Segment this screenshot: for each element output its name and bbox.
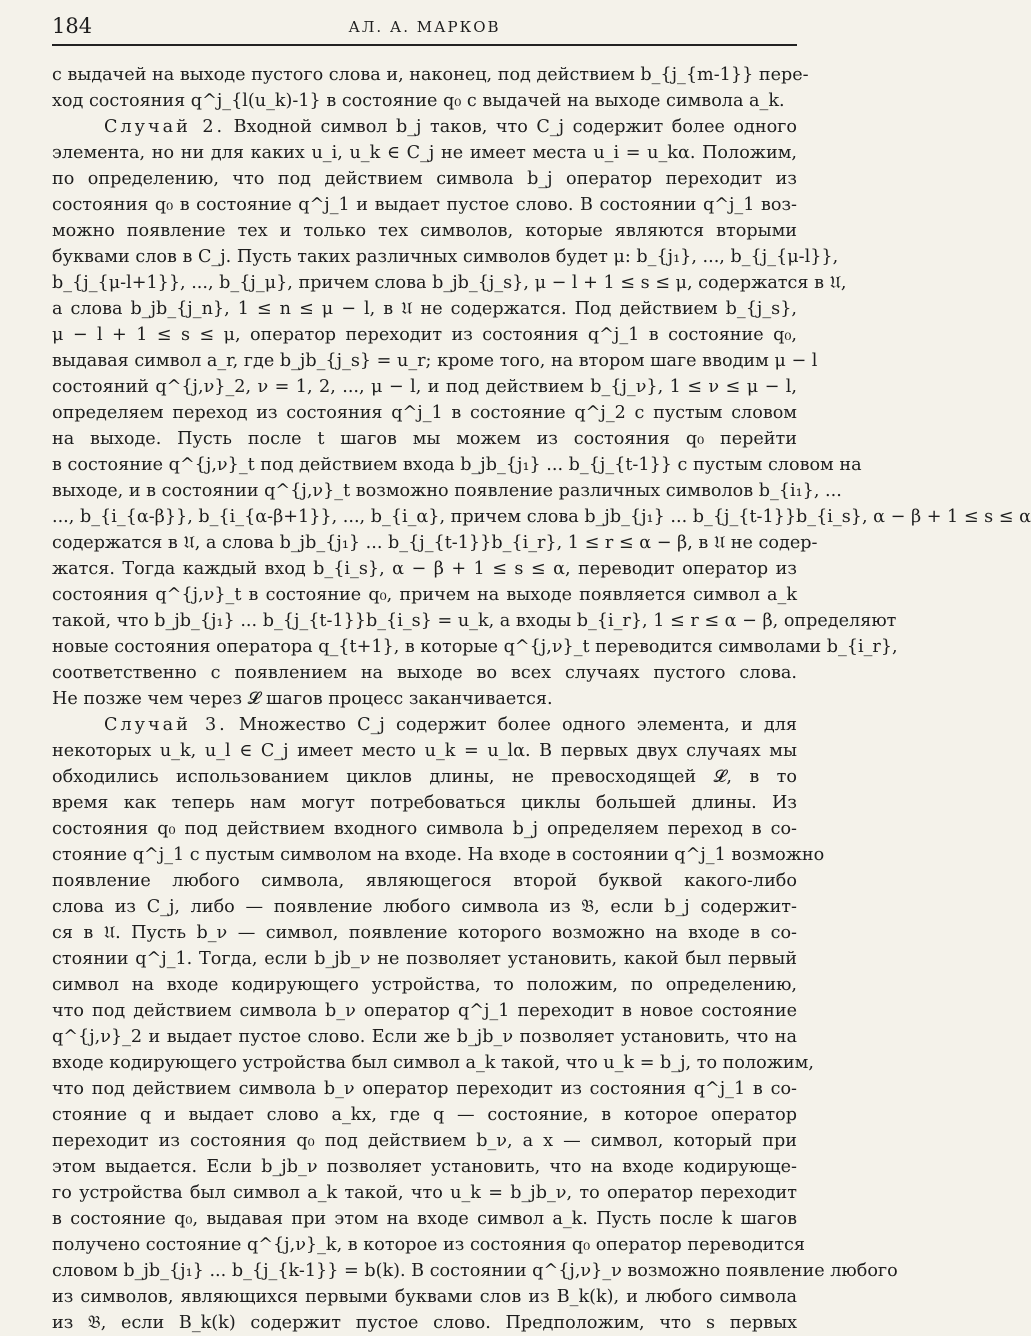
text-line: содержатся в 𝔘, а слова b_jb_{j₁} ... b_{j_{t-1}}b_{i_r}, 1 ≤ r ≤ α − β, в 𝔘 не содер- <box>52 533 818 553</box>
text-line: выдавая символ a_r, где b_jb_{j_s} = u_r; кроме того, на втором шаге вводим μ − l <box>52 351 818 371</box>
text-line: с выдачей на выходе пустого слова и, наконец, под действием b_{j_{m-1}} пере- <box>52 65 809 85</box>
case-heading: Случай 2. <box>104 117 226 137</box>
book-page <box>52 14 1031 1336</box>
text-line: соответственно с появлением на выходе во всех случаях пустого слова. <box>52 663 797 683</box>
text-line: в состояние q^{j,ν}_t под действием входа b_jb_{j₁} ... b_{j_{t-1}} с пустым словом на <box>52 455 862 475</box>
text-line: появление любого символа, являющегося второй буквой какого-либо <box>52 871 797 891</box>
text-line: состояния q₀ в состояние q^j_1 и выдает пустое слово. В состоянии q^j_1 воз- <box>52 195 797 215</box>
body-text <box>52 62 1031 1336</box>
text-line: что под действием символа b_ν оператор переходит из состояния q^j_1 в со- <box>52 1079 797 1099</box>
text-line: жатся. Тогда каждый вход b_{i_s}, α − β + 1 ≤ s ≤ α, переводит оператор из <box>52 559 797 579</box>
paragraph-case-2 <box>52 114 1031 712</box>
text-line: а слова b_jb_{j_n}, 1 ≤ n ≤ μ − l, в 𝔘 не содержатся. Под действием b_{j_s}, <box>52 299 797 319</box>
text-line: получено состояние q^{j,ν}_k, в которое из состояния q₀ оператор переводится <box>52 1235 805 1255</box>
text-line: Не позже чем через 𝓛 шагов процесс заканчивается. <box>52 689 553 709</box>
running-title: АЛ. А. МАРКОВ <box>348 18 501 36</box>
text-line: можно появление тех и только тех символов, которые являются вторыми <box>52 221 797 241</box>
text-line: входе кодирующего устройства был символ a_k такой, что u_k = b_j, то положим, <box>52 1053 814 1073</box>
text-line: некоторых u_k, u_l ∈ C_j имеет место u_k = u_lα. В первых двух случаях мы <box>52 741 797 761</box>
text-line: выходе, и в состоянии q^{j,ν}_t возможно появление различных символов b_{i₁}, ... <box>52 481 842 501</box>
text-line: буквами слов в C_j. Пусть таких различных символов будет μ: b_{j₁}, ..., b_{j_{μ-l}}, <box>52 247 839 267</box>
text-line: ход состояния q^j_{l(u_k)-1} в состояние q₀ с выдачей на выходе символа a_k. <box>52 91 785 111</box>
text-line: состояний q^{j,ν}_2, ν = 1, 2, ..., μ − l, и под действием b_{j_ν}, 1 ≤ ν ≤ μ − l, <box>52 377 797 397</box>
text-line: из символов, являющихся первыми буквами слов из B_k(k), и любого символа <box>52 1287 797 1307</box>
text-line: го устройства был символ a_k такой, что u_k = b_jb_ν, то оператор переходит <box>52 1183 797 1203</box>
text-line: в состояние q₀, выдавая при этом на входе символ a_k. Пусть после k шагов <box>52 1209 797 1229</box>
text-line: стояние q^j_1 с пустым символом на входе. На входе в состоянии q^j_1 возможно <box>52 845 825 865</box>
text-line: ся в 𝔘. Пусть b_ν — символ, появление которого возможно на входе в со- <box>52 923 797 943</box>
text-line: ..., b_{i_{α-β}}, b_{i_{α-β+1}}, ..., b_{i_α}, причем слова b_jb_{j₁} ... b_{j_{t-1}}b_{i_s}, α − β + 1 ≤ s ≤ α <box>52 507 1031 527</box>
text-line: переходит из состояния q₀ под действием b_ν, а x — символ, который при <box>52 1131 797 1151</box>
text-line: из 𝔅, если B_k(k) содержит пустое слово. Предположим, что s первых <box>52 1313 797 1333</box>
text-line: слова из C_j, либо — появление любого символа из 𝔅, если b_j содержит- <box>52 897 797 917</box>
text-line: символ на входе кодирующего устройства, то положим, по определению, <box>52 975 797 995</box>
text-line: на выходе. Пусть после t шагов мы можем из состояния q₀ перейти <box>52 429 797 449</box>
text-line: что под действием символа b_ν оператор q^j_1 переходит в новое состояние <box>52 1001 797 1021</box>
paragraph-case-3 <box>52 712 898 1336</box>
text-line: q^{j,ν}_2 и выдает пустое слово. Если же b_jb_ν позволяет установить, что на <box>52 1027 797 1047</box>
text-line: состояния q₀ под действием входного символа b_j определяем переход в со- <box>52 819 797 839</box>
text-line: такой, что b_jb_{j₁} ... b_{j_{t-1}}b_{i_s} = u_k, а входы b_{i_r}, 1 ≤ r ≤ α − β, определяют <box>52 611 897 631</box>
text-line: определяем переход из состояния q^j_1 в состояние q^j_2 с пустым словом <box>52 403 797 423</box>
text-line: по определению, что под действием символа b_j оператор переходит из <box>52 169 797 189</box>
text-line: новые состояния оператора q_{t+1}, в которые q^{j,ν}_t переводится символами b_{i_r}, <box>52 637 898 657</box>
header-rule <box>52 44 797 46</box>
text-line: словом b_jb_{j₁} ... b_{j_{k-1}} = b(k). В состоянии q^{j,ν}_ν возможно появление любого <box>52 1261 898 1281</box>
text-line: обходились использованием циклов длины, не превосходящей 𝓛, в то <box>52 767 797 787</box>
text-line: Случай 2. Входной символ b_j таков, что C_j содержит более одного <box>104 117 797 137</box>
page-number: 184 <box>52 14 93 38</box>
text-line: время как теперь нам могут потребоваться циклы большей длины. Из <box>52 793 797 813</box>
page-header <box>52 14 797 40</box>
text-line: этом выдается. Если b_jb_ν позволяет установить, что на входе кодирующе- <box>52 1157 797 1177</box>
text-line: состояния q^{j,ν}_t в состояние q₀, причем на выходе появляется символ a_k <box>52 585 797 605</box>
case-heading: Случай 3. <box>104 715 228 735</box>
text-line: b_{j_{μ-l+1}}, ..., b_{j_μ}, причем слова b_jb_{j_s}, μ − l + 1 ≤ s ≤ μ, содержатся в 𝔘, <box>52 273 847 293</box>
text-line: стоянии q^j_1. Тогда, если b_jb_ν не позволяет установить, какой был первый <box>52 949 797 969</box>
paragraph-1 <box>52 62 809 114</box>
text-line: Случай 3. Множество C_j содержит более одного элемента, и для <box>104 715 797 735</box>
text-line: элемента, но ни для каких u_i, u_k ∈ C_j не имеет места u_i = u_kα. Положим, <box>52 143 797 163</box>
text-line: μ − l + 1 ≤ s ≤ μ, оператор переходит из состояния q^j_1 в состояние q₀, <box>52 325 797 345</box>
text-line: стояние q и выдает слово a_kx, где q — состояние, в которое оператор <box>52 1105 797 1125</box>
